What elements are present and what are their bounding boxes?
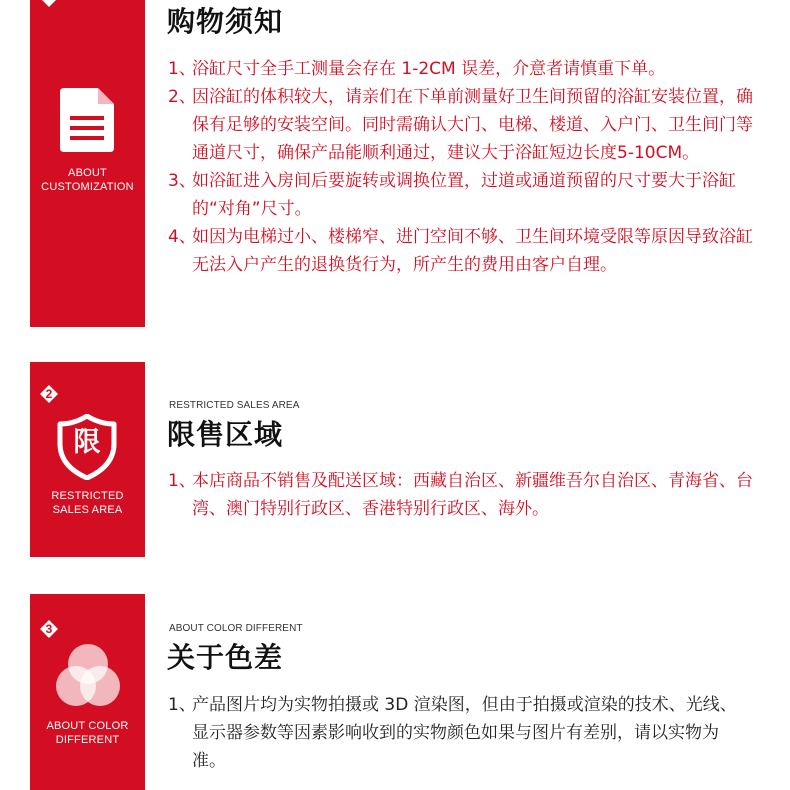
shield-icon: 限 [56, 414, 118, 480]
section-subtitle: RESTRICTED SALES AREA [169, 400, 300, 411]
list-item: 2、 因浴缸的体积较大，请亲们在下单前测量好卫生间预留的浴缸安装位置，确保有足够的安装空间。同时需确认大门、电梯、楼道、入户门、卫生间门等通道尺寸，确保产品能顺利通过，建议大于浴缸短边长度5-10CM。 [168, 87, 753, 163]
restricted-list [168, 467, 758, 523]
list-item: 3、 如浴缸进入房间后要旋转或调换位置，过道或通道预留的尺寸要大于浴缸的“对角”尺寸。 [168, 171, 736, 219]
section-number-badge [39, 0, 59, 8]
color-circles-icon [50, 642, 126, 714]
section-subtitle: ABOUT COLOR DIFFERENT [169, 623, 303, 634]
section-color-difference [0, 594, 790, 790]
section-shopping-notice [0, 0, 790, 327]
section-title: 关于色差 [167, 641, 284, 674]
section-restricted-area [0, 362, 790, 557]
section-title: 限售区域 [167, 418, 284, 451]
section-number-badge: 2 [39, 384, 59, 404]
side-label: RESTRICTED SALES AREA [51, 490, 124, 516]
section-number-badge: 3 [39, 619, 59, 639]
side-label: ABOUT CUSTOMIZATION [41, 167, 134, 193]
document-icon [60, 88, 116, 156]
list-item: 1、 本店商品不销售及配送区域：西藏自治区、新疆维吾尔自治区、青海省、台湾、澳门特别行政区、香港特别行政区、海外。 [168, 471, 753, 519]
list-item: 4、 如因为电梯过小、楼梯窄、进门空间不够、卫生间环境受限等原因导致浴缸无法入户产生的退换货行为，所产生的费用由客户自理。 [168, 227, 753, 275]
list-item: 1、 产品图片均为实物拍摄或 3D 渲染图，但由于拍摄或渲染的技术、光线、显示器参数等因素影响收到的实物颜色如果与图片有差别，请以实物为准。 [168, 695, 737, 771]
section-title: 购物须知 [167, 5, 284, 38]
list-item: 1、 浴缸尺寸全手工测量会存在 1-2CM 误差，介意者请慎重下单。 [168, 59, 666, 79]
side-label: ABOUT COLOR DIFFERENT [46, 720, 129, 746]
color-list [168, 691, 738, 775]
notice-list [168, 55, 758, 279]
side-panel [30, 594, 145, 790]
side-panel [30, 0, 145, 327]
side-panel [30, 362, 145, 557]
